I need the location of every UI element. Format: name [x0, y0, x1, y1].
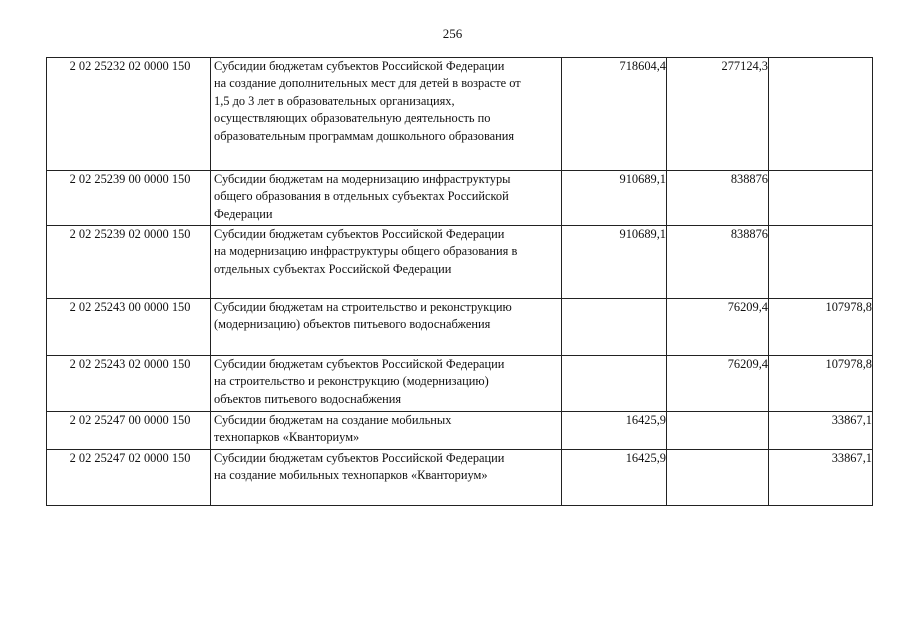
table-row: [47, 450, 873, 506]
description-line: на строительство и реконструкцию (модернизацию): [214, 374, 489, 389]
page-number: 256: [442, 26, 463, 41]
budget-code-cell: 2 02 25232 02 0000 150: [47, 58, 211, 171]
amount-col2-cell: 838876: [667, 171, 769, 226]
table-row: [47, 58, 873, 171]
amount-col1-cell: 910689,1: [562, 226, 667, 299]
description-line: Федерации: [214, 206, 273, 221]
description-line: на создание дополнительных мест для детей в возрасте от: [214, 76, 521, 91]
description-line: Субсидии бюджетам субъектов Российской Федерации: [214, 227, 505, 241]
description-line: Субсидии бюджетам на модернизацию инфраструктуры: [214, 172, 511, 186]
amount-col2-cell: 76209,4: [667, 356, 769, 412]
amount-col3-cell: 107978,8: [769, 299, 873, 356]
description-line: (модернизацию) объектов питьевого водоснабжения: [214, 317, 491, 332]
amount-col1-cell: 16425,9: [562, 412, 667, 450]
amount-col2-cell: [667, 412, 769, 450]
description-cell: [211, 299, 562, 356]
description-cell: [211, 412, 562, 450]
amount-col1-cell: [562, 356, 667, 412]
amount-col2-cell: [667, 450, 769, 506]
description-line: образовательным программам дошкольного образования: [214, 128, 515, 143]
description-cell: [211, 450, 562, 506]
description-line: отдельных субъектах Российской Федерации: [214, 261, 452, 276]
amount-col3-cell: 33867,1: [769, 450, 873, 506]
budget-table-body: [47, 58, 873, 506]
table-row: [47, 356, 873, 412]
amount-col3-cell: [769, 58, 873, 171]
amount-col2-cell: 277124,3: [667, 58, 769, 171]
table-row: [47, 299, 873, 356]
amount-col3-cell: 107978,8: [769, 356, 873, 412]
description-line: на модернизацию инфраструктуры общего образования в: [214, 244, 518, 259]
budget-code-cell: 2 02 25239 00 0000 150: [47, 171, 211, 226]
description-line: Субсидии бюджетам субъектов Российской Федерации: [214, 451, 505, 465]
amount-col3-cell: [769, 171, 873, 226]
description-line: на создание мобильных технопарков «Кванториум»: [214, 468, 488, 483]
description-line: Субсидии бюджетам субъектов Российской Федерации: [214, 59, 505, 73]
description-line: осуществляющих образовательную деятельность по: [214, 111, 491, 126]
budget-code-cell: 2 02 25243 02 0000 150: [47, 356, 211, 412]
description-line: объектов питьевого водоснабжения: [214, 391, 402, 406]
description-cell: [211, 356, 562, 412]
amount-col2-cell: 838876: [667, 226, 769, 299]
description-line: Субсидии бюджетам субъектов Российской Федерации: [214, 357, 505, 371]
description-line: общего образования в отдельных субъектах Российской: [214, 189, 509, 204]
amount-col2-cell: 76209,4: [667, 299, 769, 356]
amount-col3-cell: [769, 226, 873, 299]
amount-col3-cell: 33867,1: [769, 412, 873, 450]
description-line: Субсидии бюджетам на строительство и реконструкцию: [214, 300, 512, 314]
budget-code-cell: 2 02 25239 02 0000 150: [47, 226, 211, 299]
description-line: технопарков «Кванториум»: [214, 430, 360, 445]
description-line: Субсидии бюджетам на создание мобильных: [214, 413, 452, 427]
budget-table: [46, 57, 873, 506]
table-row: [47, 412, 873, 450]
table-row: [47, 171, 873, 226]
budget-code-cell: 2 02 25243 00 0000 150: [47, 299, 211, 356]
description-cell: [211, 226, 562, 299]
budget-code-cell: 2 02 25247 02 0000 150: [47, 450, 211, 506]
budget-code-cell: 2 02 25247 00 0000 150: [47, 412, 211, 450]
description-cell: [211, 171, 562, 226]
amount-col1-cell: 16425,9: [562, 450, 667, 506]
amount-col1-cell: 718604,4: [562, 58, 667, 171]
amount-col1-cell: [562, 299, 667, 356]
table-row: [47, 226, 873, 299]
description-cell: [211, 58, 562, 171]
amount-col1-cell: 910689,1: [562, 171, 667, 226]
description-line: 1,5 до 3 лет в образовательных организациях,: [214, 93, 455, 108]
